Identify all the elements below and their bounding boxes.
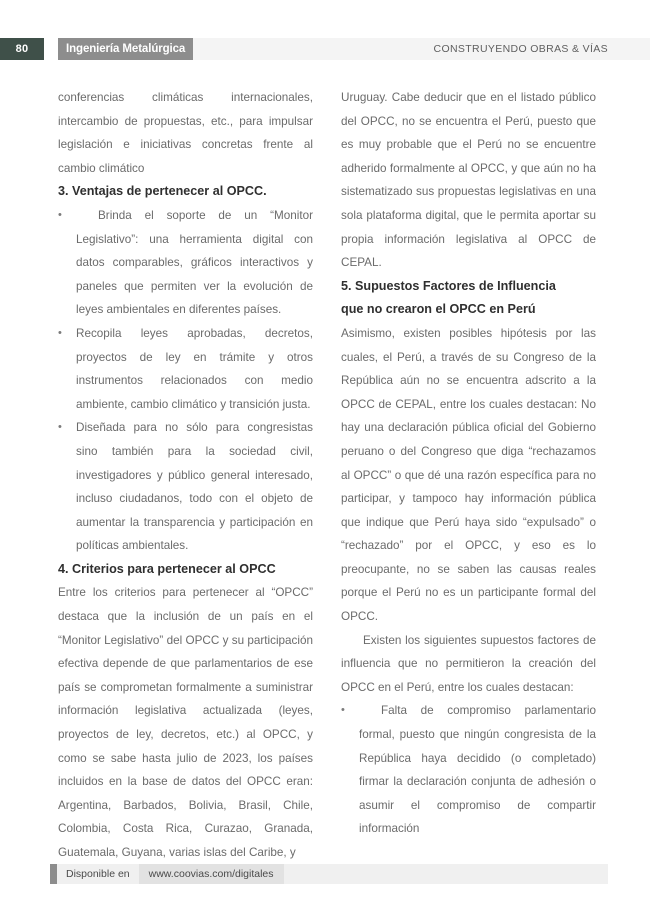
header-title-bar — [193, 38, 650, 60]
list-item-text: Recopila leyes aprobadas, decretos, proyectos de ley en trámite y otros instrumentos relacionados con medio ambiente, cambio climático y transición justa. — [76, 326, 313, 411]
footer-left-spacer — [0, 864, 50, 884]
list-item-text: Diseñada para no sólo para congresistas sino también para la sociedad civil, investigadores y público general interesado, incluso ciudadanos, todo con el objeto de aumentar la transparencia y participación en políticas ambientales. — [76, 421, 313, 553]
bullet-icon: • — [58, 421, 62, 434]
list-item — [341, 699, 596, 841]
paragraph-section-5-second: Existen los siguientes supuestos factores de influencia que no permitieron la creación del OPCC en el Perú, entre los cuales destacan: — [341, 633, 596, 694]
left-column — [58, 86, 313, 865]
paragraph-section-4: Entre los criterios para pertenecer al “OPCC” destaca que la inclusión de un país en el “Monitor Legislativo” del OPCC y su participación efectiva depende de que parlamentarios de ese país se comprometan formalmente a suministrar información legislativa actualizada (leyes, proyectos de ley, decretos, etc.) al OPCC, y como se sabe hasta julio de 2023, los países incluidos en la base de datos del OPCC eran: Argentina, Barbados, Bolivia, Brasil, Chile, Colombia, Costa Rica, Curazao, Granada, Guatemala, Guyana, varias islas del Caribe, y — [58, 586, 313, 859]
two-column-body — [58, 86, 596, 865]
heading-section-5-line2: que no crearon el OPCC en Perú — [341, 302, 536, 317]
page-header — [0, 38, 650, 60]
paragraph-continuation-left: conferencias climáticas internacionales, intercambio de propuestas, etc., para impulsar legislación e iniciativas concretas frente al cambio climático — [58, 91, 313, 175]
journal-name-badge: Ingeniería Metalúrgica — [58, 38, 193, 60]
paragraph-continuation-right: Uruguay. Cabe deducir que en el listado público del OPCC, no se encuentra el Perú, puesto que es muy probable que el Perú no se encuentre adherido formalmente al OPCC, y que aún no ha sistematizado sus propuestas legislativas en una sola plataforma digital, que le permita aportar su propia información legislativa al OPCC de CEPAL. — [341, 91, 596, 270]
footer-tick-mark — [50, 864, 57, 884]
bullet-icon: • — [58, 326, 62, 339]
bullet-icon: • — [58, 208, 62, 221]
footer-right-filler — [284, 864, 608, 884]
page-footer — [0, 864, 650, 884]
page-number-badge: 80 — [0, 38, 44, 60]
list-item — [58, 416, 313, 558]
right-column — [341, 86, 596, 865]
heading-section-3: 3. Ventajas de pertenecer al OPCC. — [58, 184, 267, 199]
heading-section-5-line1: 5. Supuestos Factores de Influencia — [341, 278, 556, 293]
bullet-icon: • — [341, 704, 345, 717]
list-item-text: Brinda el soporte de un “Monitor Legislativo”: una herramienta digital con datos comparables, gráficos interactivos y paneles que permiten ver la evolución de leyes ambientales en diferentes países. — [76, 208, 313, 317]
publication-title: CONSTRUYENDO OBRAS & VÍAS — [433, 43, 608, 55]
heading-section-4: 4. Criterios para pertenecer al OPCC — [58, 561, 276, 576]
footer-availability-label: Disponible en — [57, 864, 139, 884]
paragraph-section-5-first: Asimismo, existen posibles hipótesis por las cuales, el Perú, a través de su Congreso de la República aún no se encuentra adscrito a la OPCC de CEPAL, entre los cuales destacan: No hay una declaración pública oficial del Gobierno peruano o del Congreso que diga “rechazamos al OPCC” o que dé una razón específica para no participar, y tampoco hay información pública que indique que Perú haya sido “expulsado” o “rechazado” por el OPCC, y eso es lo preocupante, no se saben las causas reales porque el Perú no es un participante formal del OPCC. — [341, 326, 596, 624]
footer-url-link[interactable]: www.coovias.com/digitales — [139, 864, 284, 884]
list-item-text: Falta de compromiso parlamentario formal, puesto que ningún congresista de la República haya decidido (o completado) firmar la declaración conjunta de adhesión o asumir el compromiso de compartir información — [359, 704, 596, 836]
list-item — [58, 322, 313, 416]
list-item — [58, 204, 313, 322]
